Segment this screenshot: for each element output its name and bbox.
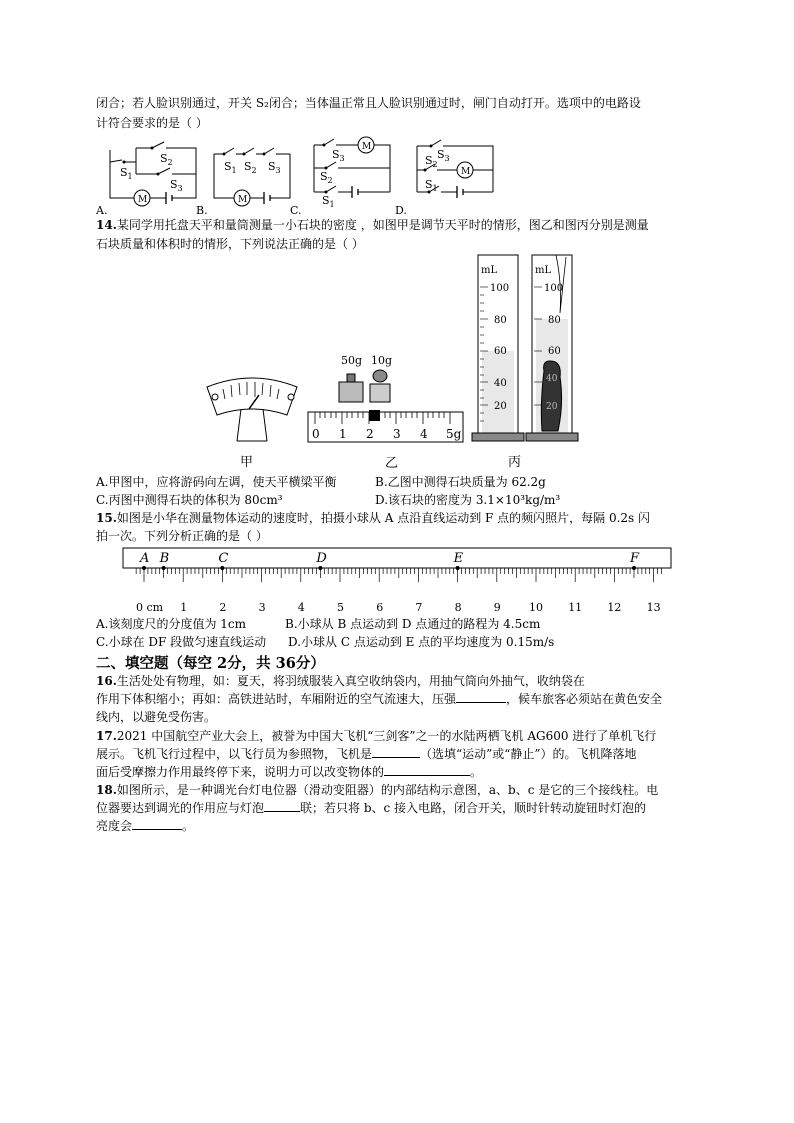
- svg-text:5g: 5g: [446, 427, 462, 441]
- cylinder-after: [526, 255, 578, 441]
- ruler-label: 10: [529, 601, 543, 614]
- balance-dial-figure: [205, 375, 300, 445]
- q14-option-a: A.甲图中，应将游码向左调，使天平横梁平衡: [96, 475, 337, 489]
- svg-text:S3: $S_3$: [170, 178, 183, 193]
- q15-option-d: D.小球从 C 点运动到 E 点的平均速度为 0.15m/s: [288, 635, 555, 649]
- fig-label-yi: 乙: [385, 456, 399, 471]
- q17-line-2: 展示。飞机飞行过程中，以飞行员为参照物，飞机是 （选填“运动”或“静止”）的。飞机降落地: [96, 747, 637, 761]
- q15-option-a: A.该刻度尺的分度值为 1cm: [96, 617, 247, 631]
- svg-text:S1: $S_1$: [120, 166, 133, 181]
- answer-blank[interactable]: [372, 746, 420, 758]
- q15-line-1: 15.如图是小华在测量物体运动的速度时，拍摄小球从 A 点沿直线运动到 F 点的频闪照片，每隔 0.2s 闪: [96, 511, 651, 525]
- q14-option-d: D.该石块的密度为 3.1×10³kg/m³: [375, 493, 561, 507]
- q14-option-b: B.乙图中测得石块质量为 62.2g: [375, 475, 546, 489]
- ruler-label: 6: [376, 601, 384, 614]
- svg-text:S1: $S_1$: [322, 194, 335, 209]
- ruler-label: 7: [415, 601, 423, 614]
- answer-blank[interactable]: [264, 800, 300, 812]
- stone-icon: [541, 361, 561, 431]
- point-label: F: [630, 551, 640, 566]
- weight-10g-label: 10g: [371, 354, 393, 367]
- answer-blank[interactable]: [456, 691, 506, 703]
- q13-circuit-b: [196, 138, 296, 218]
- answer-blank[interactable]: [132, 818, 182, 830]
- q18-line-2: 位器要达到调光的作用应与灯泡 联；若只将 b、c 接入电路，闭合开关，顺时针转动旋钮时灯泡的: [96, 801, 647, 815]
- weight-10g: [370, 370, 390, 402]
- ball-point: [220, 566, 224, 570]
- q14-line-2: 石块质量和体积时的情形，下列说法正确的是（ ）: [96, 237, 364, 251]
- svg-text:40: 40: [546, 374, 558, 384]
- ball-point: [456, 566, 460, 570]
- q16-line-2: 作用下体积缩小；再如：高铁进站时，车厢附近的空气流速大，压强 ，候车旅客必须站在黄色安全: [96, 692, 663, 706]
- q14-line-1: 14.某同学用托盘天平和量筒测量一小石块的密度 ，如图甲是调节天平时的情形，图乙和图丙分别是测量: [96, 218, 649, 232]
- svg-text:20: 20: [494, 401, 507, 412]
- q13-circuit-c: [290, 130, 400, 218]
- q16-line-1: 16.生活处处有物理，如：夏天，将羽绒服装入真空收纳袋内，用抽气筒向外抽气，收纳袋在: [96, 674, 585, 688]
- svg-text:60: 60: [494, 346, 507, 357]
- ruler-label: 5: [337, 601, 344, 614]
- svg-text:S1: $S_1$: [224, 160, 237, 175]
- ruler-label: 12: [607, 601, 622, 614]
- point-label: B: [159, 551, 170, 566]
- ruler-label: 0 cm: [136, 601, 164, 614]
- weight-50g: [339, 374, 363, 402]
- svg-text:80: 80: [494, 315, 507, 326]
- q15-line-2: 拍一次。下列分析正确的是（ ）: [96, 529, 268, 543]
- point-label: A: [140, 551, 150, 566]
- svg-text:100: 100: [544, 283, 564, 294]
- svg-text:S3: $S_3$: [437, 148, 450, 163]
- answer-blank[interactable]: [384, 764, 470, 776]
- svg-text:S1: $S_1$: [425, 178, 438, 193]
- ruler-label: 1: [180, 601, 188, 614]
- q18-line-3: 亮度会 。: [96, 819, 195, 833]
- option-label: C.: [290, 204, 302, 217]
- q13-line-2: 计符合要求的是（ ）: [96, 116, 208, 130]
- q18-line-1: 18.如图所示，是一种调光台灯电位器（滑动变阻器）的内部结构示意图，a、b、c 是它的三个接线柱。电: [96, 783, 659, 797]
- ball-point: [632, 566, 636, 570]
- option-label: B.: [196, 204, 208, 217]
- svg-text:1: 1: [339, 427, 347, 441]
- svg-text:S3: $S_3$: [268, 160, 281, 175]
- fig-label-jia: 甲: [240, 455, 254, 470]
- ball-point: [318, 566, 322, 570]
- svg-text:3: 3: [393, 427, 401, 441]
- svg-text:80: 80: [548, 315, 561, 326]
- q15-option-c: C.小球在 DF 段做匀速直线运动: [96, 635, 267, 649]
- section-heading: 二、填空题（每空 2分，共 36分）: [96, 655, 325, 672]
- motor-icon: M: [461, 167, 471, 177]
- q14-option-c: C.丙图中测得石块的体积为 80cm³: [96, 493, 283, 507]
- q17-line-3: 面后受摩擦力作用最终停下来，说明力可以改变物体的 。: [96, 765, 483, 779]
- cylinder-before: [472, 255, 524, 441]
- point-label: D: [316, 551, 327, 566]
- ruler-label: 3: [258, 601, 266, 614]
- svg-text:60: 60: [548, 346, 561, 357]
- svg-text:mL: mL: [481, 265, 498, 276]
- svg-text:20: 20: [546, 402, 558, 412]
- svg-text:S2: $S_2$: [244, 160, 257, 175]
- motor-icon: M: [138, 195, 148, 205]
- svg-text:S2: $S_2$: [320, 170, 333, 185]
- q13-circuit-a: [96, 138, 206, 218]
- point-label: E: [453, 551, 464, 566]
- weights-and-scale-figure: [305, 352, 475, 447]
- svg-text:2: 2: [366, 427, 374, 441]
- motor-icon: M: [238, 195, 248, 205]
- svg-text:S3: $S_3$: [332, 148, 345, 163]
- ruler-label: 2: [219, 601, 227, 614]
- ruler-label: 4: [297, 601, 305, 614]
- motor-icon: M: [362, 142, 372, 152]
- point-label: C: [218, 551, 229, 566]
- svg-text:S2: $S_2$: [425, 154, 438, 169]
- svg-text:0: 0: [312, 427, 320, 441]
- svg-text:mL: mL: [535, 265, 552, 276]
- ruler-with-photo-points: [120, 546, 680, 616]
- fig-label-bing: 丙: [508, 455, 522, 470]
- svg-text:4: 4: [420, 427, 428, 441]
- ruler-label: 9: [493, 601, 501, 614]
- ruler-label: 8: [454, 601, 462, 614]
- ruler-label: 11: [568, 601, 583, 614]
- q15-option-b: B.小球从 B 点运动到 D 点通过的路程为 4.5cm: [285, 617, 541, 631]
- q17-line-1: 17.2021 中国航空产业大会上，被誉为中国大飞机“三剑客”之一的水陆两栖飞机 AG600 进行了单机飞行: [96, 729, 657, 743]
- ball-point: [162, 566, 166, 570]
- weight-50g-label: 50g: [341, 354, 363, 367]
- svg-text:S2: $S_2$: [160, 152, 173, 167]
- q13-circuit-d: [395, 138, 505, 218]
- rider-slider: [369, 410, 380, 421]
- ruler-label: 13: [646, 601, 661, 614]
- svg-text:40: 40: [494, 378, 507, 389]
- option-label: D.: [395, 204, 407, 217]
- svg-text:100: 100: [490, 283, 510, 294]
- option-label: A.: [96, 204, 108, 217]
- q16-line-3: 线内，以避免受伤害。: [96, 710, 217, 724]
- q13-line-1: 闭合；若人脸识别通过，开关 S₂闭合；当体温正常且人脸识别通过时，闸门自动打开。选项中的电路设: [96, 96, 641, 110]
- ball-point: [142, 566, 146, 570]
- graduated-cylinders-figure: [470, 253, 590, 448]
